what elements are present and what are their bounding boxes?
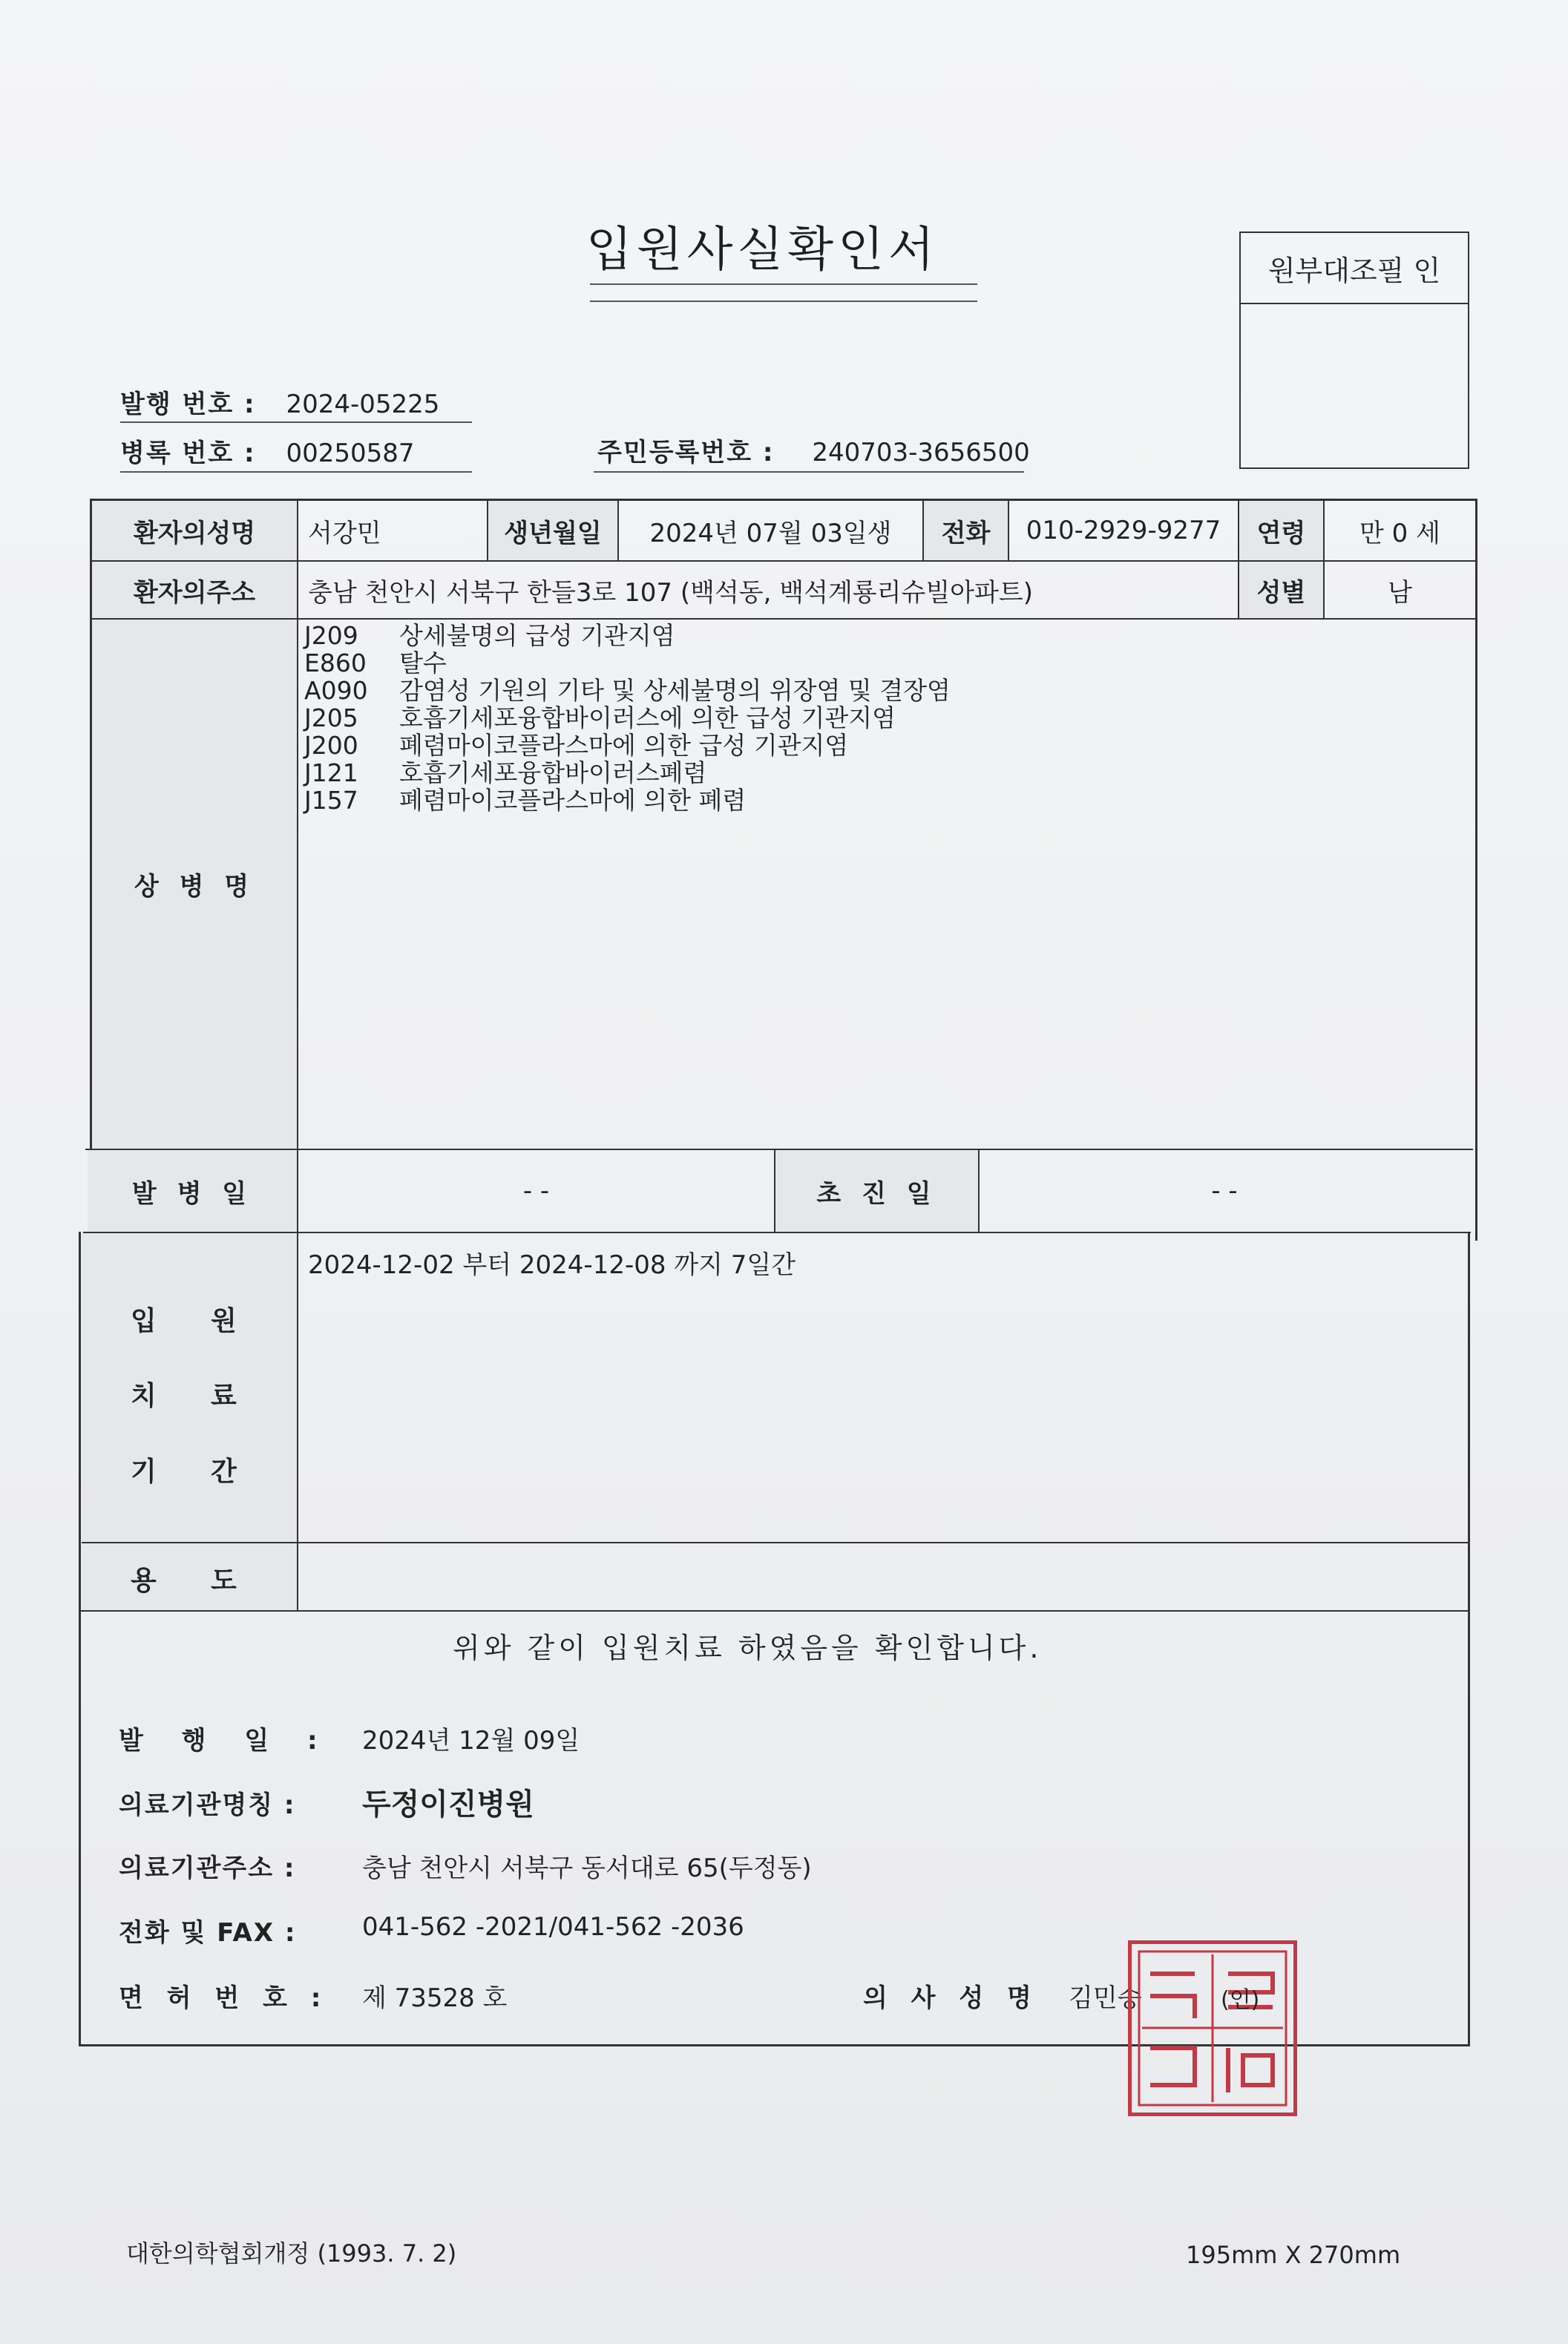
issue-number-underline (120, 421, 472, 423)
first-visit-value: - - (1211, 1176, 1238, 1206)
column-divider (297, 499, 298, 1610)
age-label: 연령 (1239, 501, 1323, 560)
seal-mark: (인) (1221, 1987, 1260, 2013)
record-number-label: 병록 번호 : (120, 439, 256, 468)
seal-pattern (1132, 1944, 1293, 2112)
hospitalization-label-char: 치 (131, 1381, 157, 1411)
row-divider (80, 1610, 1469, 1612)
diagnosis-item: E860 탈수 (304, 649, 447, 677)
diagnosis-item: A090 감염성 기원의 기타 및 상세불명의 위장염 및 결장염 (304, 676, 951, 705)
diagnosis-list (304, 622, 951, 814)
resident-number (597, 432, 1030, 468)
license-number: 제 73528 호 (362, 1983, 508, 2013)
record-number (120, 433, 415, 469)
hospitalization-label-char: 료 (211, 1381, 237, 1411)
first-visit-label: 초 진 일 (775, 1150, 978, 1232)
diagnosis-item: J157 폐렴마이코플라스마에 의한 폐렴 (304, 786, 747, 815)
tel-fax-label: 전화 및 FAX : (119, 1918, 297, 1948)
doctor-label: 의 사 성 명 (863, 1983, 1039, 2013)
record-number-value: 00250587 (286, 439, 415, 468)
record-number-underline (120, 471, 472, 473)
birth-label: 생년월일 (488, 501, 617, 560)
title-underline-2 (590, 301, 977, 302)
resident-number-value: 240703-3656500 (812, 438, 1030, 467)
phone-number: 010-2929-9277 (1026, 516, 1221, 545)
diagnosis-item: J121 호흡기세포융합바이러스폐렴 (304, 758, 707, 787)
table-border-left-lower (79, 1232, 81, 2046)
diagnosis-item: J200 폐렴마이코플라스마에 의한 급성 기관지염 (304, 731, 849, 760)
diagnosis-item: J209 상세불명의 급성 기관지염 (304, 621, 675, 650)
resident-number-label: 주민등록번호 : (597, 438, 775, 467)
tel-fax: 041-562 -2021/041-562 -2036 (362, 1912, 744, 1942)
patient-name-label: 환자의성명 (92, 501, 297, 560)
hospital-address-label: 의료기관주소 : (119, 1854, 296, 1883)
license-label: 면 허 번 호 : (119, 1983, 329, 2013)
resident-number-underline (594, 471, 1024, 473)
paper-size: 195mm X 270mm (1186, 2241, 1401, 2269)
sex-value: 남 (1388, 577, 1412, 608)
diagnosis-label: 상 병 명 (92, 620, 297, 1149)
address-label: 환자의주소 (92, 562, 297, 618)
original-check-box (1239, 232, 1469, 469)
age-value: 만 0 세 (1359, 518, 1440, 548)
hospital-seal-stamp (1128, 1940, 1297, 2116)
hospitalization-label-cell (82, 1233, 297, 1542)
hospital-address: 충남 천안시 서북구 동서대로 65(두정동) (362, 1854, 812, 1883)
title-underline (590, 283, 977, 285)
hospital-name-label: 의료기관명칭 : (119, 1790, 296, 1820)
issue-date-label: 발 행 일 : (119, 1726, 332, 1756)
patient-name: 서강민 (308, 518, 381, 548)
doctor-name: 김민승 (1069, 1983, 1142, 2013)
sex-label: 성별 (1239, 562, 1323, 618)
hospitalization-label-char: 간 (211, 1457, 237, 1487)
onset-value: - - (522, 1176, 550, 1206)
phone-label: 전화 (924, 501, 1008, 560)
patient-address: 충남 천안시 서북구 한들3로 107 (백석동, 백석계룡리슈빌아파트) (308, 577, 1033, 608)
issue-number-label: 발행 번호 : (120, 390, 256, 419)
form-revision: 대한의학협회개정 (1993. 7. 2) (126, 2239, 457, 2268)
hospitalization-period: 2024-12-02 부터 2024-12-08 까지 7일간 (308, 1250, 796, 1280)
purpose-label-char: 용 (131, 1566, 157, 1596)
hospital-name: 두정이진병원 (362, 1787, 534, 1822)
hospitalization-label-char: 원 (211, 1306, 237, 1336)
diagnosis-item: J205 호흡기세포융합바이러스에 의한 급성 기관지염 (304, 703, 896, 732)
purpose-label-char: 도 (211, 1566, 237, 1596)
birth-date: 2024년 07월 03일생 (649, 518, 892, 548)
issue-date: 2024년 12월 09일 (362, 1726, 580, 1756)
original-check-label: 원부대조필 인 (1241, 233, 1468, 304)
purpose-label-cell (82, 1543, 297, 1610)
row-divider (91, 618, 1477, 620)
issue-number-value: 2024-05225 (286, 390, 440, 419)
table-border-right-lower (1468, 1232, 1470, 2046)
document-title: 입원사실확인서 (586, 223, 939, 278)
table-border-right (1475, 499, 1477, 1241)
onset-label: 발 병 일 (88, 1150, 297, 1232)
confirmation-statement: 위와 같이 입원치료 하였음을 확인합니다. (453, 1632, 1043, 1664)
issue-number (120, 384, 439, 420)
hospitalization-label-char: 입 (131, 1306, 157, 1336)
hospitalization-label-char: 기 (131, 1457, 157, 1487)
